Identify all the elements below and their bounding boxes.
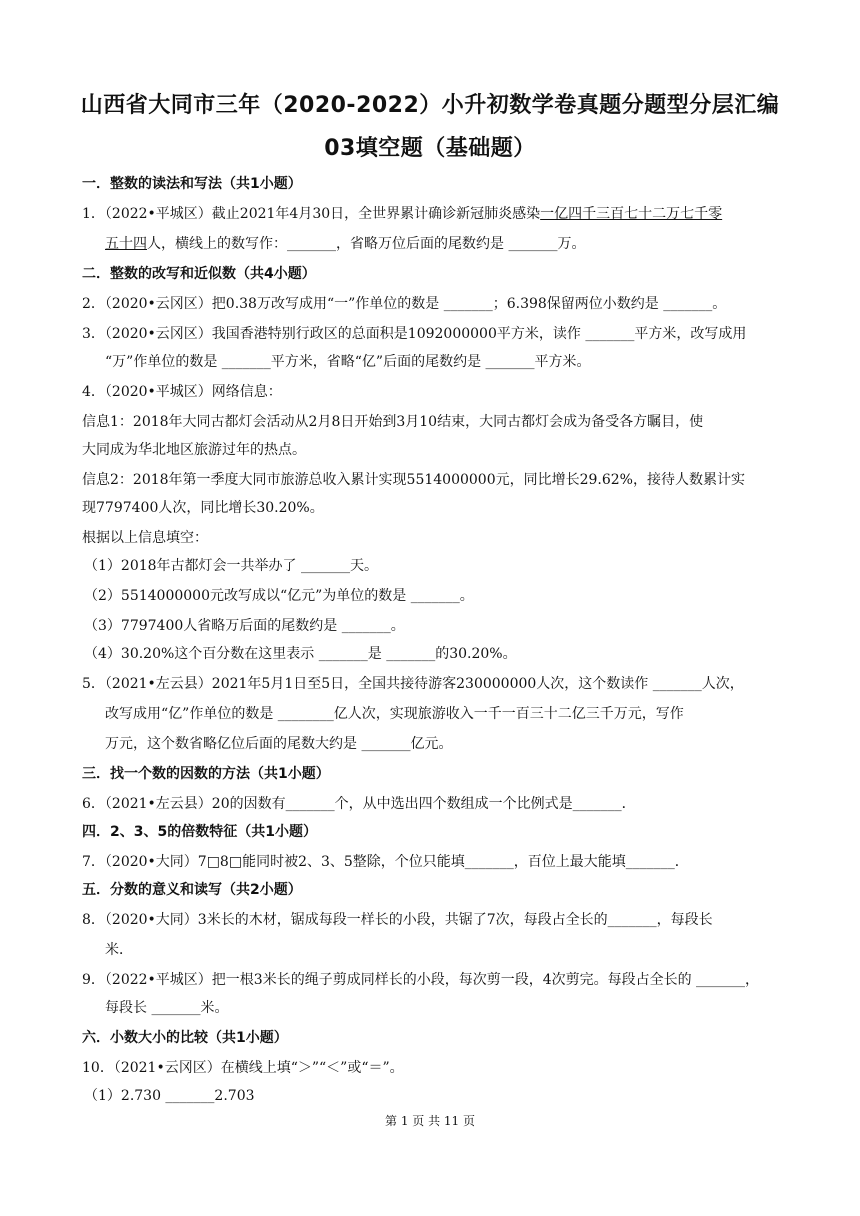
section-heading-4: 四．2、3、5的倍数特征（共1小题）: [82, 824, 317, 840]
question-1-line-2: [105, 234, 805, 254]
question-1-underlined-number-end: 五十四: [105, 236, 147, 252]
question-4-info-2a: 信息2：2018年第一季度大同市旅游总收入累计实现5514000000元，同比增长29.62%，接待人数累计实: [82, 472, 745, 488]
question-4-lead: 根据以上信息填空：: [82, 530, 208, 546]
section-heading-6: 六．小数大小的比较（共1小题）: [82, 1030, 288, 1046]
question-1-underlined-number: 一亿四千三百七十二万七千零: [540, 206, 723, 222]
question-4-part-2: （2）5514000000元改写成以“亿元”为单位的数是 _______。: [84, 588, 474, 604]
question-1-text-end: 人，横线上的数写作：_______，省略万位后面的尾数约是 _______万。: [147, 236, 586, 252]
question-6: 6．（2021•左云县）20的因数有_______个，从中选出四个数组成一个比例式是_______．: [82, 796, 636, 812]
question-7: 7．（2020•大同）7□8□能同时被2、3、5整除，个位只能填_______，百位上最大能填_______．: [82, 854, 689, 870]
question-4-info-2b: 现7797400人次，同比增长30.20%。: [82, 500, 324, 516]
section-heading-1: 一．整数的读法和写法（共1小题）: [82, 176, 302, 192]
document-subtitle: 03填空题（基础题）: [324, 136, 536, 161]
question-2: 2．（2020•云冈区）把0.38万改写成用“一”作单位的数是 _______；6.398保留两位小数约是 _______。: [82, 296, 727, 312]
question-1-line-1: [82, 204, 782, 224]
question-4-info-1a: 信息1：2018年大同古都灯会活动从2月8日开始到3月10结束，大同古都灯会成为备受各方瞩目，使: [82, 414, 704, 430]
question-3-line-1: 3．（2020•云冈区）我国香港特别行政区的总面积是1092000000平方米，读作 _______平方米，改写成用: [82, 326, 747, 342]
question-8-line-2: 米．: [105, 942, 133, 958]
question-10-line-1: 10．（2021•云冈区）在横线上填“＞”“＜”或“＝”。: [82, 1060, 404, 1076]
question-1-text: 1．（2022•平城区）截止2021年4月30日，全世界累计确诊新冠肺炎感染: [82, 206, 541, 222]
document-title: 山西省大同市三年（2020-2022）小升初数学卷真题分题型分层汇编: [80, 93, 780, 118]
question-8-line-1: 8．（2020•大同）3米长的木材，锯成每段一样长的小段，共锯了7次，每段占全长的_______，每段长: [82, 912, 713, 928]
question-9-line-1: 9．（2022•平城区）把一根3米长的绳子剪成同样长的小段，每次剪一段，4次剪完。每段占全长的 _______，: [82, 972, 760, 988]
section-heading-3: 三．找一个数的因数的方法（共1小题）: [82, 766, 330, 782]
question-5-line-2: 改写成用“亿”作单位的数是 ________亿人次，实现旅游收入一千一百三十二亿三千万元，写作: [105, 706, 684, 722]
question-9-line-2: 每段长 _______米。: [105, 1000, 229, 1016]
question-5-line-1: 5．（2021•左云县）2021年5月1日至5日，全国共接待游客230000000人次，这个数读作 _______人次，: [82, 676, 744, 692]
section-heading-2: 二．整数的改写和近似数（共4小题）: [82, 266, 316, 282]
question-4-line-1: 4．（2020•平城区）网络信息：: [82, 384, 282, 400]
question-4-part-1: （1）2018年古都灯会一共举办了 _______天。: [84, 558, 378, 574]
question-5-line-3: 万元，这个数省略亿位后面的尾数大约是 _______亿元。: [105, 736, 453, 752]
question-4-info-1b: 大同成为华北地区旅游过年的热点。: [82, 442, 306, 458]
section-heading-5: 五．分数的意义和读写（共2小题）: [82, 882, 302, 898]
page-footer: 第 1 页 共 11 页: [385, 1114, 475, 1128]
question-4-part-4: （4）30.20%这个百分数在这里表示 _______是 _______的30.20%。: [84, 646, 517, 662]
question-10-part-1: （1）2.730 _______2.703: [84, 1088, 255, 1104]
question-4-part-3: （3）7797400人省略万后面的尾数约是 _______。: [84, 618, 405, 634]
question-3-line-2: “万”作单位的数是 _______平方米，省略“亿”后面的尾数约是 _______平方米。: [105, 354, 591, 370]
